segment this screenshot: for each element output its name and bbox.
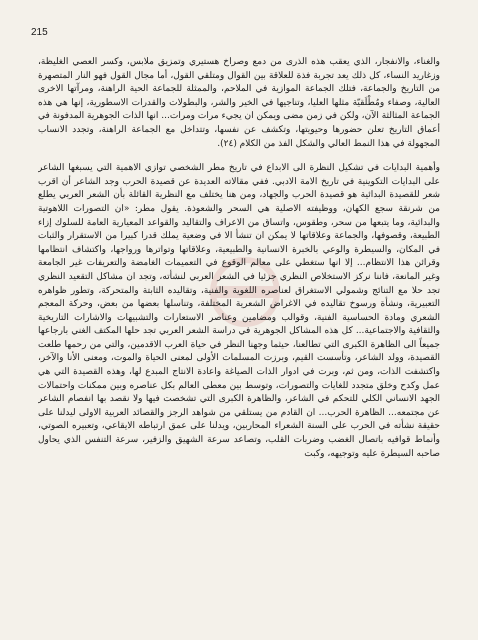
paragraph-1: والغناء، والانفجار، الذي يعقب هذه الذرى من دمع وصراخ هستيري وتمزيق ملابس، وكسر العصي الغليظة، وزغاريد النساء، كل ذلك يعد تجربة فذة للعلاقة بين القوال ومتلقي القول، أما مجال القول فهو النار المتصهرة من التاريخ والجماعة، فتلك الجماعة الموازية في الملاحم، والممثلة للجماعة الحية الراهنة، ومرآتها الاخرى العالية، وصفاء ومُطْلَقيّة مثلها العليا، وتناجيها في الخير والشر، والبطولات والقدرات الاسطورية، إنها هي هذه الجماعة المثالثة الآن، ولكن في زمن مضى ويمكن ان يجيء مرات ومرات... انها الذات الجوهرية المدفونة في أعماق التاريخ تعلن حضورها وحيويتها، وتكشف عن نفسها، وتتداخل مع الجماعة الراهنة، وتجدد الانساب المجهولة في هذا النمط العالي والشكل الفذ من الكلام (٢٤). [38, 57, 440, 149]
page-number: 215 [31, 27, 48, 38]
page-body [38, 56, 440, 634]
paragraph-2: وأهمية البدايات في تشكيل النظرة الى الابداع في تاريخ مطر الشخصي توازي الاهمية التي يسبغها الشاعر على البدايات التكوينية في تاريخ الامة الادبي. ففي مقالاته العديدة عن قصيدة الحرب وجد الشاعر أن اقرب شعر للقصيدة البدائية هو قصيدة الحرب والجهاد، ومن هنا يختلف مع النظرية القائلة بأن الشعر العربي يطلع من شرنقة سجع الكهان، ووظيفته الاصلية هي السحر والشعوذة. يقول مطر: «ان التصورات اللاهوتية والبدائية، وما يتبعها من سحر، وطقوس، واتساق من الاعراف والتقاليد والقواعد المعيارية العامة للسلوك إزاء الطبيعة، وقصوفها، والجماعة وعلاقاتها لا يمكن ان تنشأ الا في وضعية يملك قدرا كبيرا من الاستقرار والثبات في المكان، والسيطرة والوعي بالخبرة الانسانية والطبيعية، وعلاقاتها وتواترها ورواجها، واكتشاف انتظامها وقرائن هذا الانتظام... إلا انها ستغطي على معالم الوقوع في التعميمات الغامضة والتعريفات غير الجامعة وغير المانعة، فاننا نركز الاستخلاص النظري جزئيا في الشعر العربي لنشأته، وتجد ان مشاكل التقعيد النظري تجد حلا مع التنائج وشمولي الاستغراق لعناصره اللغوية والفنية، وتقاليده الثابتة والمتحركة، وتطور ظواهره التعبيرية، ونشأة ورسوخ تقاليده في الاغراض الشعرية المختلفة، وتناسلها بعضها من بعض، وحركة المعجم الشعري ومادة الحساسية الفنية، وقوالب ومضامين وعناصر الاستعارات والتشبيهات والاشارات التاريخية والثقافية والاجتماعية... كل هذه المشاكل الجوهرية في دراسة الشعر العربي تجد حلها المكتف الغني بارجاعها جميعاً الى الظاهرة الكبرى التي تطالعنا، حيثما وجهنا النظر في حياة العرب الاقدمين، والتي من رحمها طلعت القصيدة، وولد الشاعر، وتأسست القيم، وبرزت المسلمات الأولى لمعنى الحياة والموت، ومعنى الأنا والآخر، واكتشفت الذات، ومن ثم، وبرت في ادوار الذات الصياغة واعادة الانتاج المبدع لها، وهذه القصيدة التي هي عمل وكدح وخلق متجدد للغايات والتصورات، وتوسط بين معطى العالم بكل عناصره وبين ممكنات واحتمالات الجهد الانساني الكلي للتحكم في الشاعر، والظاهرة الكبرى التي تشخصت فيها ولا نقصد بها انفصام الشاعر عن مجتمعه... الظاهرة الحرب... ان القادم من يستلقي من شواهد الرجز والقصائد العربية الاولى ليدلنا على حقيقة نشأته في الحرب على السنة الشعراء المحاربين، ويدلنا على عمق ارتباطه الايقاعي، وتعبيره الصوتي، وأنماط قوافيه باتصال الغضب وضربات القلب، وتصاعد سرعة الشهيق والزفير، سرعة التنفس الذي يحاول صاحبه السيطرة عليه وتوجيهه، وكبت [38, 163, 440, 459]
